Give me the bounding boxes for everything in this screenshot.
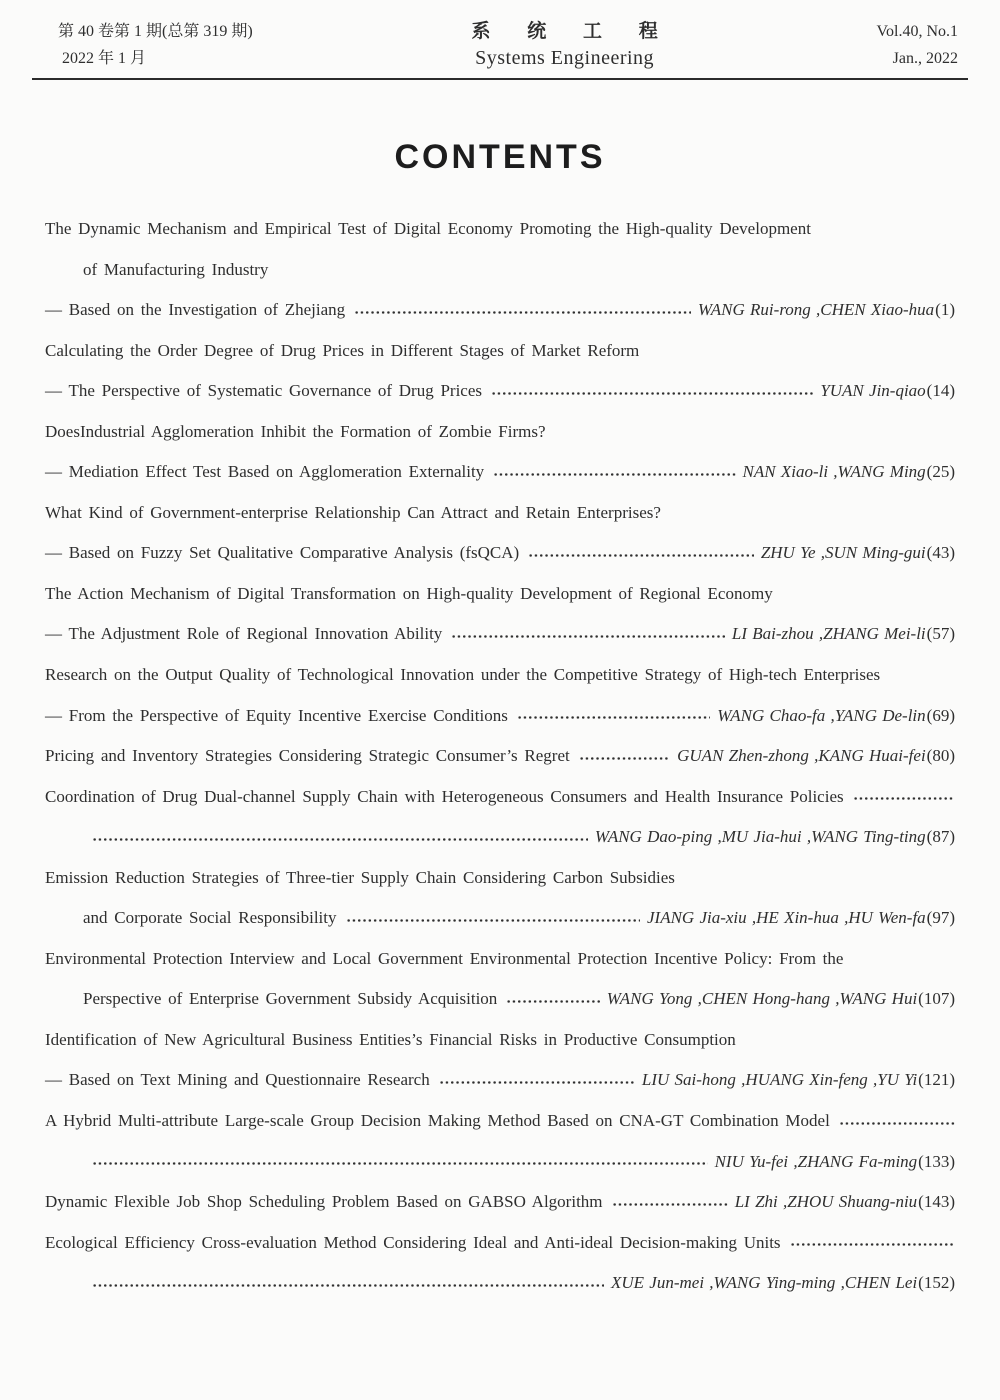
article-title-line: Pricing and Inventory Strategies Considering Strategic Consumer’s Regret — [45, 746, 570, 766]
page-number: (87) — [926, 827, 955, 847]
article-authors: WANG Chao-fa ,YANG De-lin(69) — [717, 705, 955, 725]
page-number: (69) — [926, 705, 955, 725]
toc-row — [45, 979, 955, 1020]
page-number: (133) — [918, 1151, 955, 1171]
dotted-leader — [92, 817, 588, 858]
article-title-line: Dynamic Flexible Job Shop Scheduling Problem Based on GABSO Algorithm — [45, 1192, 603, 1212]
article-authors: WANG Rui-rong ,CHEN Xiao-hua(1) — [697, 300, 955, 320]
journal-title-block — [455, 18, 673, 72]
article-authors: WANG Dao-ping ,MU Jia-hui ,WANG Ting-ting(87) — [594, 827, 955, 847]
dotted-leader — [790, 1223, 955, 1264]
page-number: (57) — [926, 624, 955, 644]
toc-row — [45, 1060, 955, 1101]
journal-header — [0, 0, 1000, 72]
toc-row — [45, 696, 955, 737]
volume-info-block — [877, 18, 959, 72]
article-title-line: — The Adjustment Role of Regional Innovation Ability — [45, 624, 443, 644]
toc-row — [45, 777, 955, 818]
article-title-line: Environmental Protection Interview and Local Government Environmental Protection Incentive Policy: From the — [45, 948, 844, 968]
dotted-leader — [853, 777, 955, 818]
toc-row — [45, 939, 955, 980]
dotted-leader — [439, 1060, 635, 1101]
page-number: (14) — [926, 381, 955, 401]
page-number: (143) — [918, 1192, 955, 1212]
article-title-line: — Based on Text Mining and Questionnaire Research — [45, 1070, 430, 1090]
article-title-line: Ecological Efficiency Cross-evaluation Method Considering Ideal and Anti-ideal Decision-making Units — [45, 1232, 781, 1252]
toc-row — [45, 1020, 955, 1061]
contents-title: CONTENTS — [394, 138, 606, 176]
page-number: (80) — [926, 746, 955, 766]
article-authors: LI Zhi ,ZHOU Shuang-niu(143) — [734, 1192, 955, 1212]
article-authors: GUAN Zhen-zhong ,KANG Huai-fei(80) — [677, 746, 955, 766]
article-title-line: A Hybrid Multi-attribute Large-scale Group Decision Making Method Based on CNA-GT Combination Model — [45, 1111, 830, 1131]
toc-row — [45, 493, 955, 534]
article-title-line: Perspective of Enterprise Government Subsidy Acquisition — [83, 989, 498, 1009]
toc-row — [45, 858, 955, 899]
toc-row — [45, 736, 955, 777]
toc-row — [45, 898, 955, 939]
toc-row — [45, 1223, 955, 1264]
header-rule — [32, 78, 968, 80]
toc-row — [45, 371, 955, 412]
dotted-leader — [354, 290, 691, 331]
article-authors: YUAN Jin-qiao(14) — [820, 381, 955, 401]
volume-issue-line-cn: 第 40 卷第 1 期(总第 319 期) — [58, 23, 253, 40]
date-line-cn: 2022 年 1 月 — [62, 50, 147, 67]
article-title-line: Research on the Output Quality of Technological Innovation under the Competitive Strategy of High-tech Enterprises — [45, 665, 881, 685]
article-authors: ZHU Ye ,SUN Ming-gui(43) — [760, 543, 955, 563]
toc-row — [45, 1263, 955, 1304]
article-title-line: Emission Reduction Strategies of Three-tier Supply Chain Considering Carbon Subsidies — [45, 867, 675, 887]
article-title-line: The Action Mechanism of Digital Transformation on High-quality Development of Regional Economy — [45, 583, 773, 603]
article-title-line: DoesIndustrial Agglomeration Inhibit the Formation of Zombie Firms? — [45, 421, 546, 441]
toc-row — [45, 1142, 955, 1183]
volume-number: Vol.40, No.1 — [876, 23, 958, 40]
page-number: (43) — [926, 543, 955, 563]
toc-row — [45, 1101, 955, 1142]
dotted-leader — [491, 371, 813, 412]
toc-row — [45, 533, 955, 574]
toc-row — [45, 250, 955, 291]
page-number: (107) — [918, 989, 955, 1009]
dotted-leader — [579, 736, 670, 777]
toc-row — [45, 614, 955, 655]
toc-row — [45, 655, 955, 696]
article-authors: NAN Xiao-li ,WANG Ming(25) — [742, 462, 955, 482]
toc-row — [45, 290, 955, 331]
dotted-leader — [92, 1142, 708, 1183]
article-authors: LIU Sai-hong ,HUANG Xin-feng ,YU Yi(121) — [641, 1070, 955, 1090]
issue-info-block — [58, 18, 253, 72]
toc-row — [45, 817, 955, 858]
article-title-line: — Based on the Investigation of Zhejiang — [45, 300, 346, 320]
article-title-line: — From the Perspective of Equity Incentive Exercise Conditions — [45, 705, 508, 725]
toc-row — [45, 1182, 955, 1223]
toc-row — [45, 574, 955, 615]
toc-row — [45, 412, 955, 453]
article-authors: JIANG Jia-xiu ,HE Xin-hua ,HU Wen-fa(97) — [647, 908, 955, 928]
dotted-leader — [346, 898, 641, 939]
dotted-leader — [612, 1182, 728, 1223]
dotted-leader — [92, 1263, 604, 1304]
article-title-line: Coordination of Drug Dual-channel Supply Chain with Heterogeneous Consumers and Health Insurance Policies — [45, 786, 844, 806]
article-title-line: The Dynamic Mechanism and Empirical Test of Digital Economy Promoting the High-quality Development — [45, 219, 811, 238]
page-number: (25) — [926, 462, 955, 482]
dotted-leader — [517, 696, 710, 737]
dotted-leader — [839, 1101, 955, 1142]
article-authors: NIU Yu-fei ,ZHANG Fa-ming(133) — [714, 1151, 955, 1171]
page-number: (97) — [926, 908, 955, 928]
article-title-line: and Corporate Social Responsibility — [83, 908, 337, 928]
toc-row — [45, 452, 955, 493]
page-number: (121) — [918, 1070, 955, 1090]
dotted-leader — [451, 614, 725, 655]
article-title-line: — Mediation Effect Test Based on Agglomeration Externality — [45, 462, 485, 482]
toc-row — [45, 209, 955, 250]
article-authors: LI Bai-zhou ,ZHANG Mei-li(57) — [731, 624, 955, 644]
dotted-leader — [493, 452, 735, 493]
dotted-leader — [528, 533, 754, 574]
toc-list — [45, 209, 955, 1304]
toc-row — [45, 331, 955, 372]
page-number: (152) — [918, 1273, 955, 1293]
article-title-line: — The Perspective of Systematic Governance of Drug Prices — [45, 381, 483, 401]
article-title-line: Calculating the Order Degree of Drug Prices in Different Stages of Market Reform — [45, 340, 640, 360]
page-number: (1) — [935, 300, 955, 320]
journal-title-english: Systems Engineering — [475, 47, 655, 69]
article-authors: WANG Yong ,CHEN Hong-hang ,WANG Hui(107) — [606, 989, 955, 1009]
journal-title-chinese: 系 统 工 程 — [471, 21, 674, 42]
article-title-line: What Kind of Government-enterprise Relationship Can Attract and Retain Enterprises? — [45, 502, 661, 522]
issue-date-en: Jan., 2022 — [892, 50, 958, 67]
article-title-line: of Manufacturing Industry — [83, 259, 269, 279]
article-title-line: — Based on Fuzzy Set Qualitative Comparative Analysis (fsQCA) — [45, 543, 520, 563]
article-title-line: Identification of New Agricultural Business Entities’s Financial Risks in Productive Consumption — [45, 1029, 736, 1049]
dotted-leader — [506, 979, 600, 1020]
article-authors: XUE Jun-mei ,WANG Ying-ming ,CHEN Lei(152) — [611, 1273, 955, 1293]
